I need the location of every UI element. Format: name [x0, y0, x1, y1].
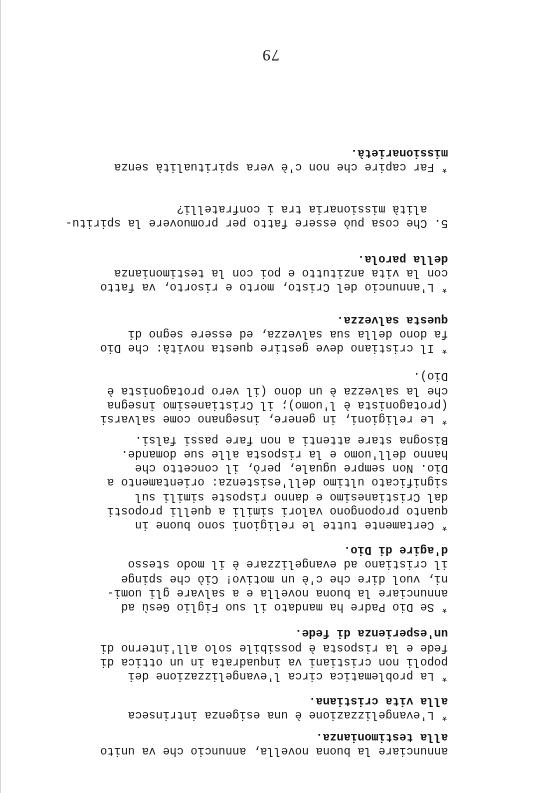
text-line: alità missionaria tra i confratelli? [176, 201, 448, 215]
text-line: fa dono della sua salvezza, ed essere segno di [127, 326, 448, 340]
text-line: popoli non cristiani va inquadrata in un ottica di [100, 654, 448, 668]
text-line: Dio). [413, 369, 448, 383]
text-line: il cristiano ad evangelizzare è il modo stesso [127, 557, 448, 571]
text-line: * L'evangelizzazione è una esigenza intrinseca [127, 708, 448, 721]
text-line: * L'annuncio del Cristo, morto e risorto, va fatto [100, 280, 448, 293]
paragraph [78, 693, 448, 721]
text-line: * Far capire che non c'è vera spiritualità senza [114, 160, 448, 173]
paragraph [78, 250, 448, 293]
text-line: un'esperienza di fede. [294, 626, 448, 640]
text-line: alla vita cristiana. [308, 693, 448, 707]
text-line: (protagonista è l'uomo); il Cristianesimo insegna [107, 397, 448, 411]
text-line: * Il cristiano deve gestire questa novità: che Dio [100, 341, 448, 354]
text-line: * Le religioni, in genere, insegnano come salvarsi [100, 412, 448, 425]
text-line: d'agire di Dio. [343, 543, 448, 557]
text-line: della parola. [357, 251, 448, 265]
paragraph [78, 145, 448, 173]
text-line: * Se Dio Padre ha mandato il suo Figlio Gesù ad [121, 600, 448, 613]
text-line: missionarietà. [350, 145, 448, 159]
page-number: 79 [261, 46, 280, 63]
text-line: quanto propongono valori simili a quelli proposti [107, 503, 448, 517]
paragraph [78, 729, 448, 757]
paragraph [78, 625, 448, 682]
text-line: fede e la risposta è possibile solo all'interno di [100, 640, 448, 654]
page-content-rotated [1, 0, 539, 793]
text-line: dal Cristianesimo e danno risposte simili sul [134, 489, 448, 503]
text-line: con la vita anzitutto e poi con la testimonianza [114, 265, 448, 279]
paragraph [78, 368, 448, 425]
text-line: annunciare la buona novella e a salvare gli uomi- [107, 585, 448, 599]
paragraph [78, 542, 448, 613]
text-line: Bisogna stare attenti a non fare passi falsi. [134, 432, 448, 446]
text-line: Dio. Non sempre uguale, però, il concetto che [134, 461, 448, 475]
text-line: questa salvezza. [336, 312, 448, 326]
text-line: che la salvezza è un dono (il vero protagonista è [107, 383, 448, 397]
paragraph [65, 201, 448, 229]
paragraph [78, 311, 448, 354]
text-line: ni, vuol dire che c'è un motivo! Ciò che spinge [121, 571, 448, 585]
text-line: significato ultimo dell'esistenza: orientamento a [107, 475, 448, 489]
text-line: hanno dell'uomo e la risposta alle sue domande. [121, 447, 448, 461]
text-line: annunciare la buona novella, annuncio che va unito [100, 744, 448, 757]
text-line: 5. Che cosa può essere fatto per promuovere la spiritu- [65, 216, 448, 229]
text-line: alla testimonianza. [315, 729, 448, 743]
text-line: * La problematica circa l'evangelizzazione dei [127, 669, 448, 682]
paragraph [78, 432, 448, 531]
text-line: * Certamente tutte le religioni sono buone in [134, 518, 448, 531]
